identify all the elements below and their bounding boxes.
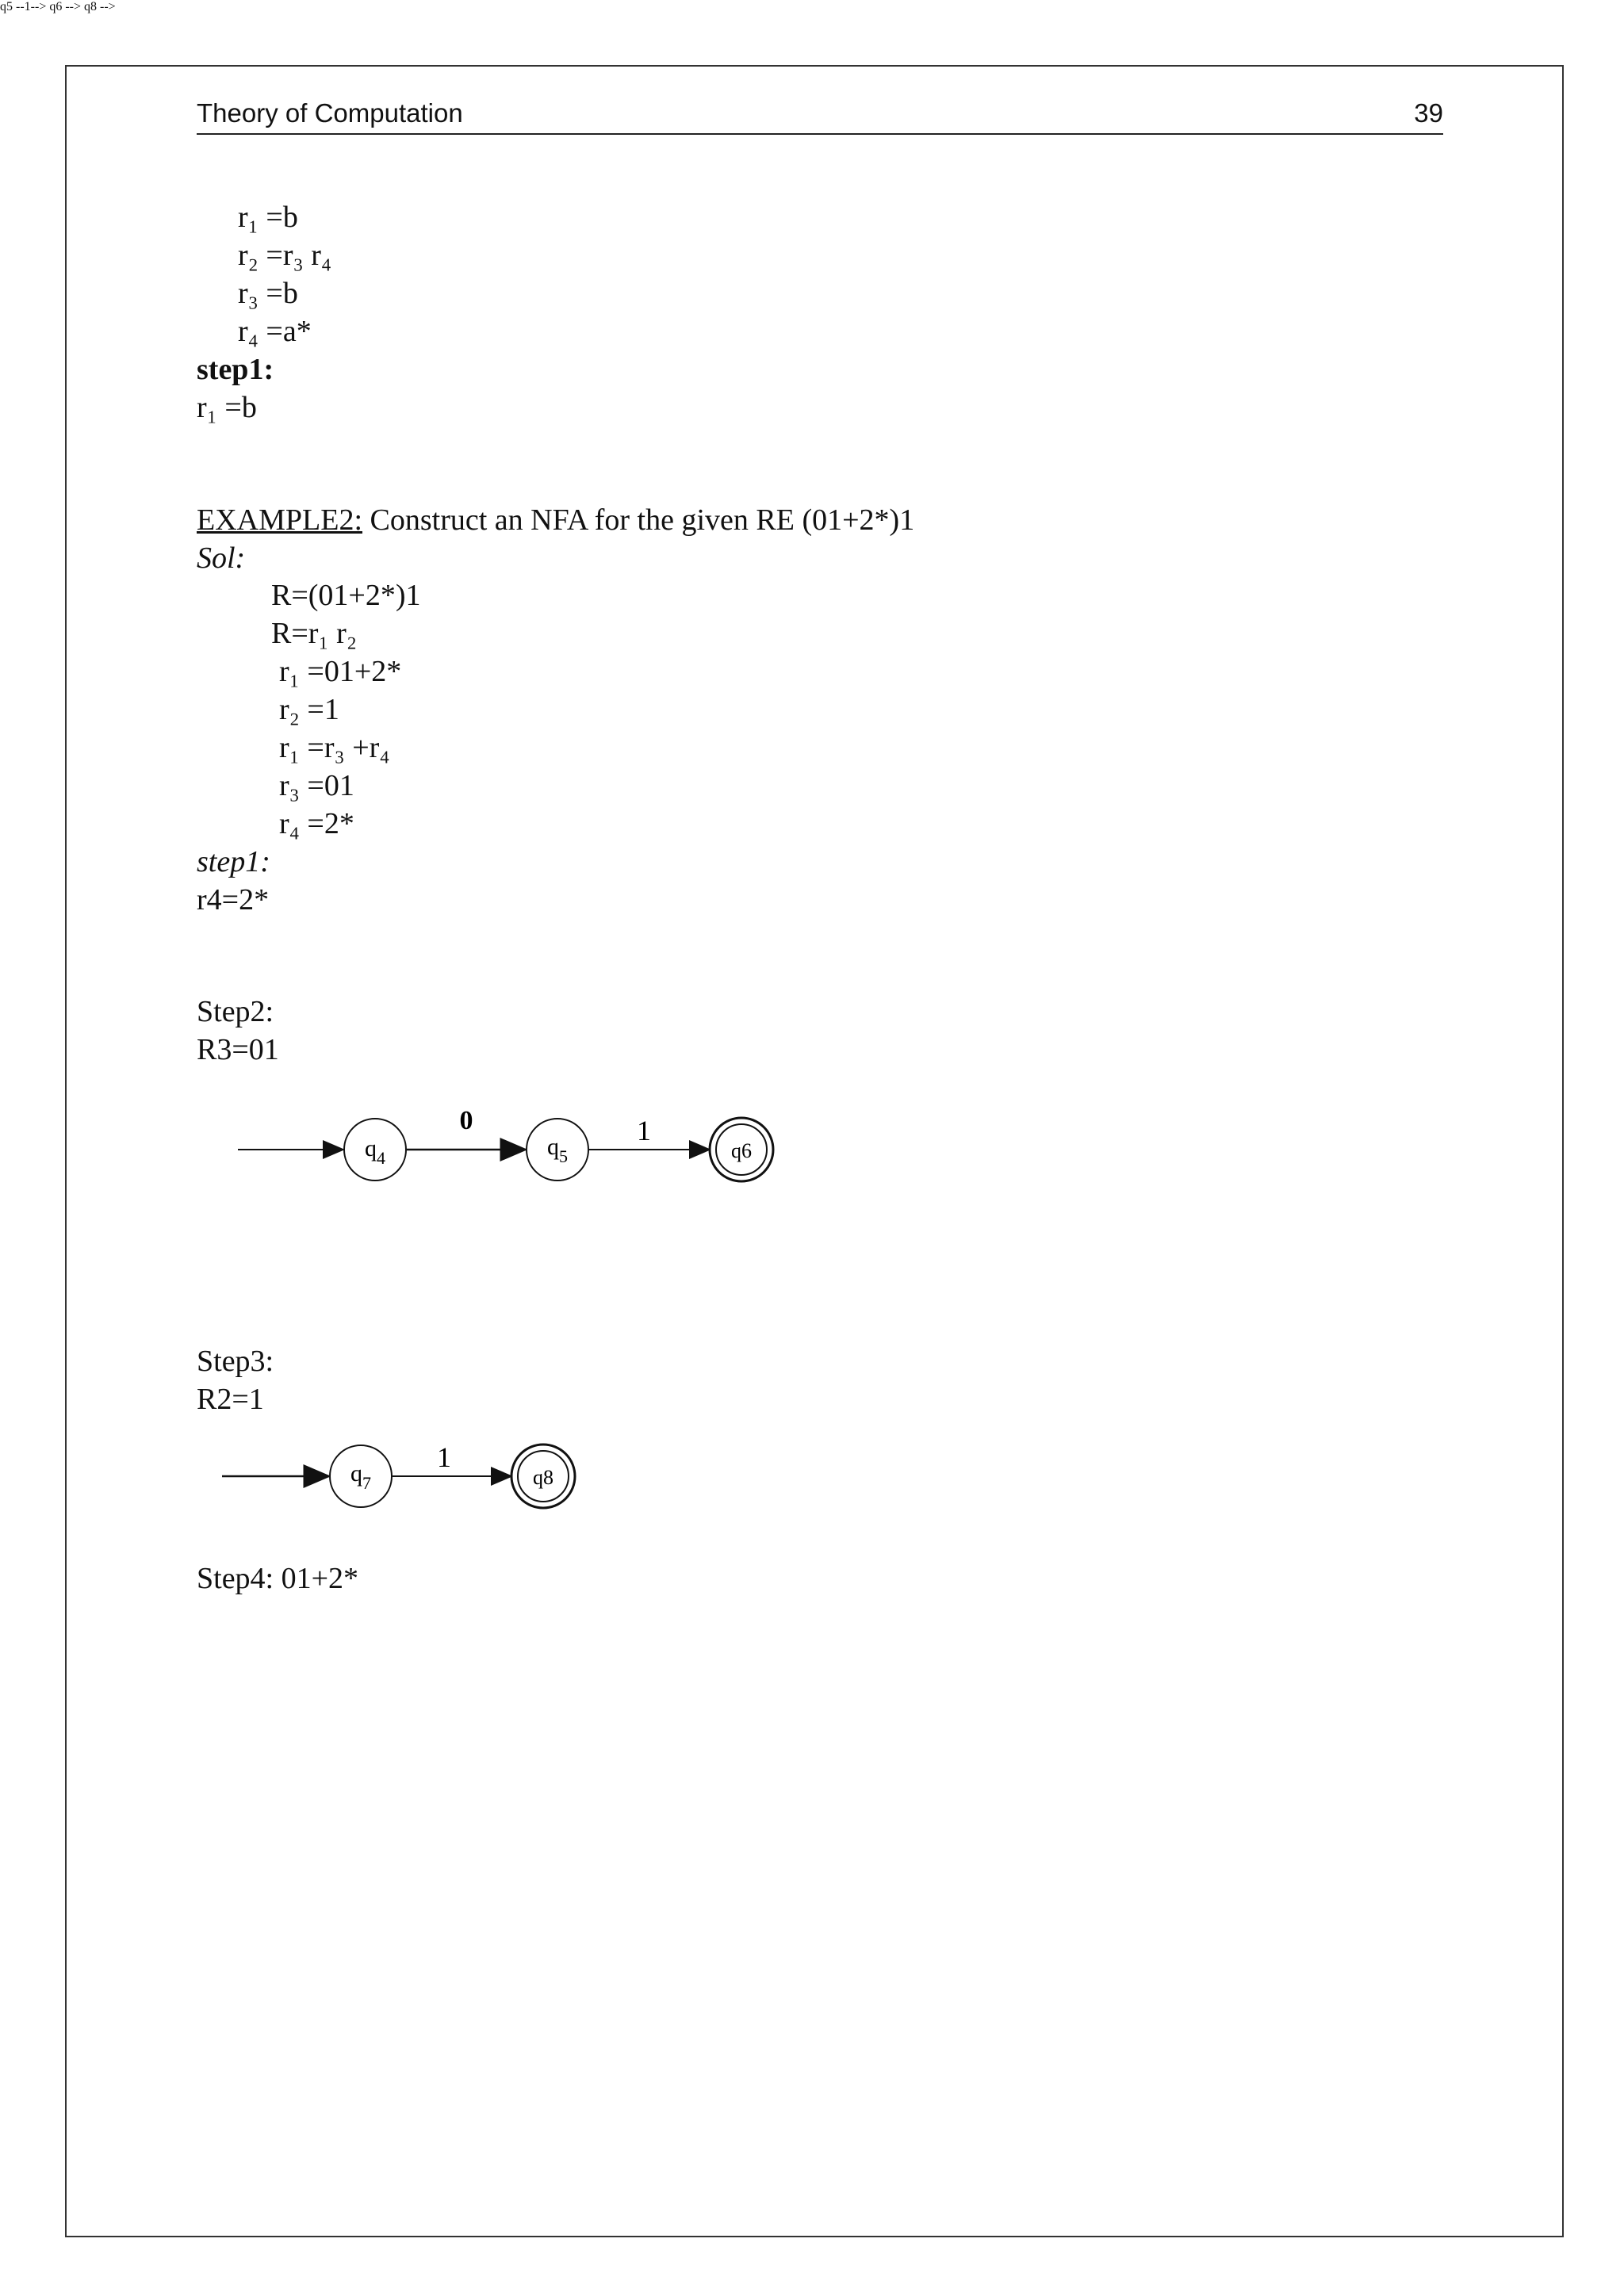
equation-line: r₁ =b xyxy=(238,201,298,234)
solution-label: Sol: xyxy=(197,541,246,575)
step-label: step1: xyxy=(197,353,274,386)
step-value: Step4: 01+2* xyxy=(197,1562,359,1595)
example-label: EXAMPLE2: xyxy=(197,503,362,537)
state-label: $q_4$ xyxy=(365,1135,385,1168)
step-label: Step2: xyxy=(197,995,274,1028)
equation-line: r₃ =b xyxy=(238,277,298,310)
transition-label: 1 xyxy=(437,1441,451,1473)
step-value: R2=1 xyxy=(197,1383,264,1416)
example-heading xyxy=(197,505,914,535)
equation-line: R=r₁ r₂ xyxy=(271,617,358,650)
nfa-diagram-step3 xyxy=(214,1427,595,1530)
nfa-diagram-step2 xyxy=(230,1094,801,1205)
equation-line: r₂ =1 xyxy=(279,693,339,726)
header-title: Theory of Computation xyxy=(197,98,463,128)
equation-line: R=(01+2*)1 xyxy=(271,579,421,612)
equation-line: r₄ =2* xyxy=(279,807,354,840)
step-value: r4=2* xyxy=(197,883,270,916)
step-label: step1: xyxy=(197,845,270,878)
state-label: q6 xyxy=(731,1139,752,1162)
example-statement: Construct an NFA for the given RE (01+2*)1 xyxy=(362,503,915,537)
state-label: q8 xyxy=(533,1466,553,1489)
step-label: Step3: xyxy=(197,1345,274,1378)
page-header xyxy=(197,98,1443,135)
equation-line: r₂ =r₃ r₄ xyxy=(238,239,332,272)
transition-label: 0 xyxy=(459,1106,473,1135)
equation-line: r₃ =01 xyxy=(279,769,354,802)
step-value: r₁ =b xyxy=(197,391,257,424)
transition-label: 1 xyxy=(637,1115,651,1146)
equation-line: r₁ =01+2* xyxy=(279,655,402,688)
state-label: $q_7$ xyxy=(350,1460,371,1493)
state-label: $q_5$ xyxy=(547,1134,568,1166)
equation-line: r₁ =r₃ +r₄ xyxy=(279,731,390,764)
step-value: R3=01 xyxy=(197,1033,279,1066)
page-number: 39 xyxy=(1414,98,1443,128)
equation-line: r₄ =a* xyxy=(238,315,312,348)
